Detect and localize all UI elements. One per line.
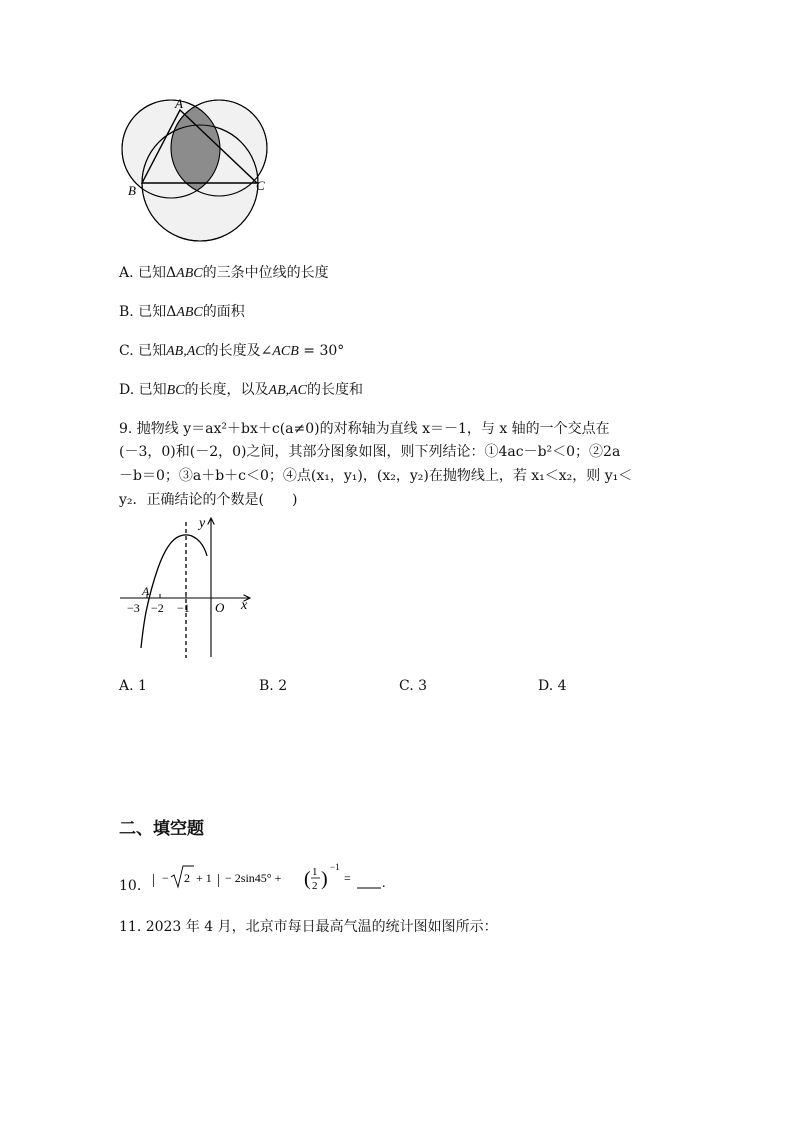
- q10-number: 10.: [119, 878, 142, 894]
- svg-text:1: 1: [312, 866, 318, 878]
- graph-y-label: y: [199, 516, 206, 531]
- svg-text:.: .: [382, 876, 386, 891]
- svg-text:− 2sin45° +: − 2sin45° +: [222, 871, 285, 885]
- graph-point-a-label: A: [142, 584, 150, 598]
- svg-text:|: |: [217, 872, 221, 888]
- svg-text:=: =: [341, 871, 351, 885]
- option-8b: B. 已知ΔABC的面积: [119, 304, 245, 320]
- svg-text:−: −: [162, 871, 169, 885]
- option-9b: B. 2: [259, 678, 288, 694]
- q9-line2: (－3，0)和(－2，0)之间，其部分图象如图，则下列结论：①4ac－b²＜0；②2a: [119, 444, 621, 460]
- option-8a: A. 已知ΔABC的三条中位线的长度: [119, 265, 329, 281]
- circles-triangle-figure: [115, 92, 275, 244]
- svg-text:+ 1: + 1: [193, 871, 212, 885]
- option-8c: C. 已知AB,AC的长度及∠ACB = 30°: [119, 343, 345, 359]
- label-a: A: [175, 96, 183, 111]
- tick-minus-3: −3: [127, 601, 140, 615]
- q10-formula: [150, 858, 400, 898]
- label-c: C: [256, 178, 265, 193]
- paren-close: ): [321, 868, 328, 890]
- section-title: 二、填空题: [119, 819, 204, 839]
- graph-x-label: x: [241, 598, 248, 613]
- parabola-graph: [115, 512, 265, 662]
- tick-minus-2: −2: [151, 601, 164, 615]
- option-9d: D. 4: [538, 678, 567, 694]
- label-b: B: [128, 183, 136, 198]
- option-9a: A. 1: [119, 678, 147, 694]
- svg-text:2: 2: [184, 871, 190, 885]
- svg-text:2: 2: [312, 880, 318, 892]
- graph-origin-label: O: [215, 600, 225, 615]
- q11-text: 11. 2023 年 4 月，北京市每日最高气温的统计图如图所示：: [119, 919, 498, 935]
- tick-minus-1: −1: [177, 601, 190, 615]
- paren-open: (: [304, 868, 311, 890]
- svg-text:|: |: [152, 872, 156, 888]
- q9-line1: 9. 抛物线 y＝ax²＋bx＋c(a≠0)的对称轴为直线 x＝－1，与 x 轴的一个交点在: [119, 421, 610, 437]
- option-8d: D. 已知BC的长度，以及AB,AC的长度和: [119, 382, 364, 398]
- svg-text:−1: −1: [330, 862, 340, 872]
- q9-line4: y₂．正确结论的个数是( ): [119, 492, 298, 508]
- parabola-curve: [141, 535, 207, 648]
- option-9c: C. 3: [399, 678, 428, 694]
- radical-sign: [171, 866, 194, 887]
- q9-line3: －b＝0；③a＋b＋c＜0；④点(x₁，y₁)，(x₂，y₂)在抛物线上，若 x₁＜x₂，则 y₁＜: [119, 468, 633, 484]
